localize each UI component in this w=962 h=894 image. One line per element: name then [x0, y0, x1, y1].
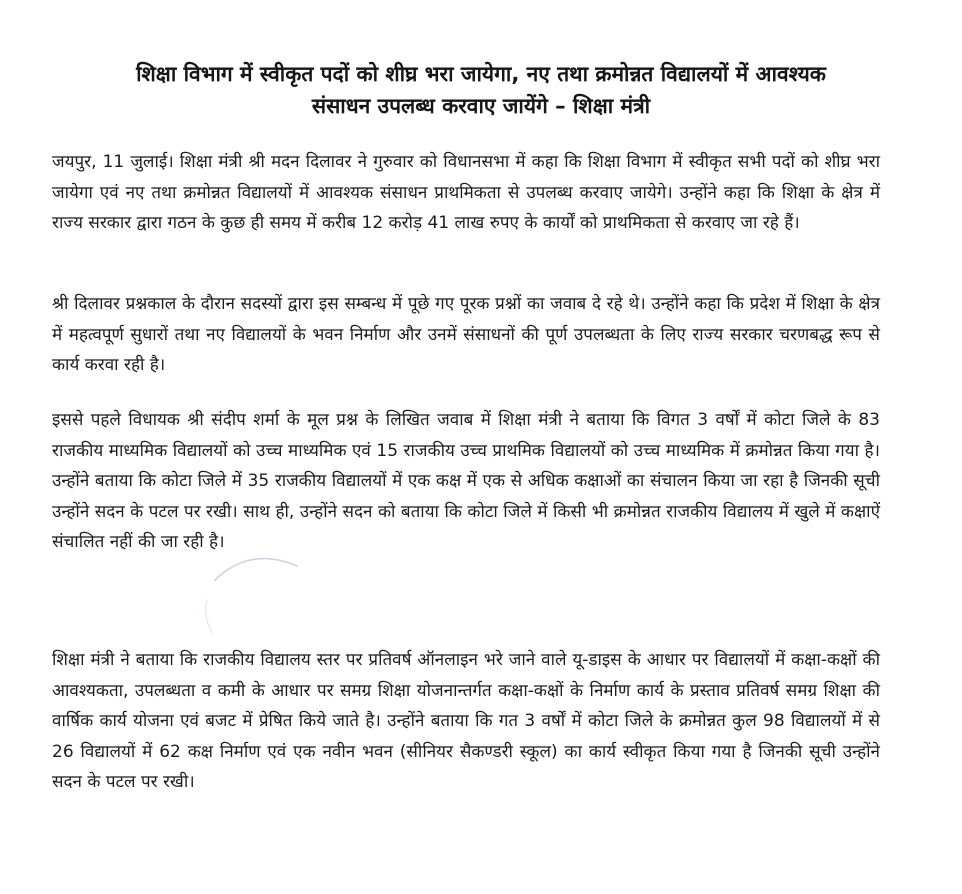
faint-watermark-arc — [195, 548, 315, 638]
headline — [40, 58, 922, 122]
paragraph-4: शिक्षा मंत्री ने बताया कि राजकीय विद्यालय स्तर पर प्रतिवर्ष ऑनलाइन भरे जाने वाले यू-डाइस के आधार पर विद्यालयों में कक्षा-कक्षों की आवश्यकता, उपलब्धता व कमी के आधार पर समग्र शिक्षा योजनान्तर्गत कक्षा-कक्षों के निर्माण कार्य के प्रस्ताव प्रतिवर्ष समग्र शिक्षा की वार्षिक कार्य योजना एवं बजट में प्रेषित किये जाते है। उन्होंने बताया कि गत 3 वर्षों में कोटा जिले के क्रमोन्नत कुल 98 विद्यालयों में से 26 विद्यालयों में 62 कक्ष निर्माण एवं एक नवीन भवन (सीनियर सैकण्डरी स्कूल) का कार्य स्वीकृत किया गया है जिनकी सूची उन्होंने सदन के पटल पर रखी। — [52, 650, 880, 793]
paragraph-3: इससे पहले विधायक श्री संदीप शर्मा के मूल प्रश्न के लिखित जवाब में शिक्षा मंत्री ने बताया कि विगत 3 वर्षों में कोटा जिले के 83 राजकीय माध्यमिक विद्यालयों को उच्च माध्यमिक एवं 15 राजकीय उच्च प्राथमिक विद्यालयों को उच्च माध्यमिक में क्रमोन्नत किया गया है। उन्होंने बताया कि कोटा जिले में 35 राजकीय विद्यालयों में एक कक्ष में एक से अधिक कक्षाओं का संचालन किया जा रहा है जिनकी सूची उन्होंने सदन के पटल पर रखी। साथ ही, उन्होंने सदन को बताया कि कोटा जिले में किसी भी क्रमोन्नत राजकीय विद्यालय में खुले में कक्षाऐं संचालित नहीं की जा रही है। — [52, 410, 880, 553]
headline-line-1: शिक्षा विभाग में स्वीकृत पदों को शीघ्र भरा जायेगा, नए तथा क्रमोन्नत विद्यालयों में आवश्यक — [136, 62, 826, 86]
headline-line-2: संसाधन उपलब्ध करवाए जायेंगे – शिक्षा मंत्री — [311, 94, 651, 118]
paragraph-2: श्री दिलावर प्रश्नकाल के दौरान सदस्यों द्वारा इस सम्बन्ध में पूछे गए पूरक प्रश्नों का जवाब दे रहे थे। उन्होंने कहा कि प्रदेश में शिक्षा के क्षेत्र में महत्वपूर्ण सुधारों तथा नए विद्यालयों के भवन निर्माण और उनमें संसाधनों की पूर्ण उपलब्धता के लिए राज्य सरकार चरणबद्ध रूप से कार्य करवा रही है। — [52, 294, 880, 376]
paragraph-1: जयपुर, 11 जुलाई। शिक्षा मंत्री श्री मदन दिलावर ने गुरुवार को विधानसभा में कहा कि शिक्षा विभाग में स्वीकृत सभी पदों को शीघ्र भरा जायेगा एवं नए तथा क्रमोन्नत विद्यालयों में आवश्यक संसाधन प्राथमिकता से उपलब्ध करवाए जायेगे। उन्होंने कहा कि शिक्षा के क्षेत्र में राज्य सरकार द्वारा गठन के कुछ ही समय में करीब 12 करोड़ 41 लाख रुपए के कार्यों को प्राथमिकता से करवाए जा रहे हैं। — [52, 152, 880, 234]
